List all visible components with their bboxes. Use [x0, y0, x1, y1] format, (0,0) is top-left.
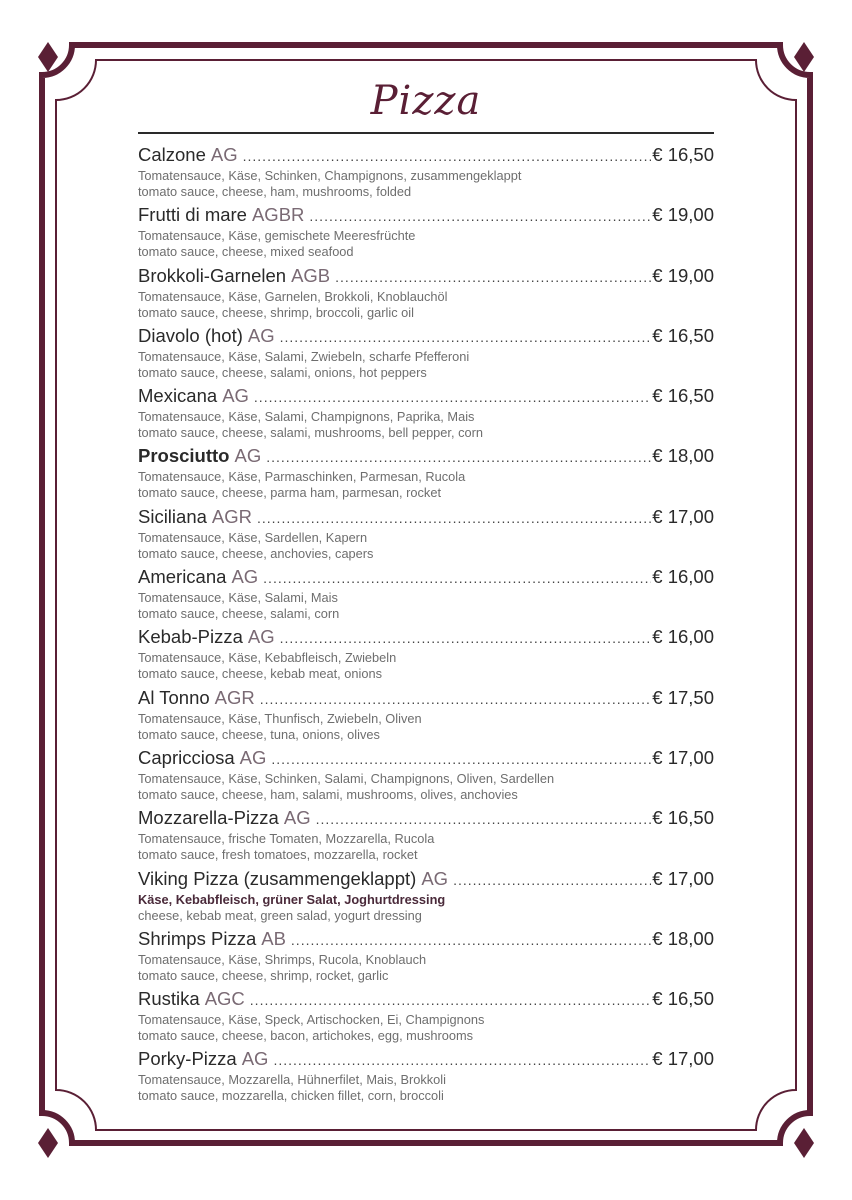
item-name: Shrimps Pizza — [138, 927, 257, 949]
dot-leader — [257, 510, 651, 526]
menu-item — [138, 204, 714, 264]
description-de: Käse, Kebabfleisch, grüner Salat, Joghurtdressing — [138, 891, 446, 907]
description-de: Tomatensauce, Käse, Thunfisch, Zwiebeln, Oliven — [138, 710, 422, 726]
item-name: Diavolo (hot) — [138, 324, 243, 346]
item-price: € 18,00 — [652, 445, 714, 467]
allergen-code: AGC — [204, 988, 245, 1010]
menu-item — [138, 506, 714, 566]
item-price: € 17,00 — [652, 505, 714, 527]
dot-leader — [280, 630, 652, 646]
dot-leader — [260, 691, 652, 707]
item-price: € 17,00 — [652, 1048, 714, 1070]
item-name: Porky-Pizza — [138, 1048, 237, 1070]
item-name: Siciliana — [138, 505, 207, 527]
description-de: Tomatensauce, Käse, Shrimps, Rucola, Knoblauch — [138, 951, 427, 967]
item-name: Mexicana — [138, 385, 218, 407]
description-de: Tomatensauce, frische Tomaten, Mozzarella, Rucola — [138, 831, 435, 847]
menu-item — [138, 807, 714, 867]
menu-item — [138, 385, 714, 445]
dot-leader — [273, 1052, 651, 1068]
item-price: € 19,00 — [652, 204, 714, 226]
item-price: € 18,00 — [652, 927, 714, 949]
diamond-ornament-top-right — [794, 42, 814, 72]
menu-item — [138, 445, 714, 505]
allergen-code: AGR — [214, 686, 255, 708]
item-name: Al Tonno — [138, 686, 210, 708]
description-de: Tomatensauce, Käse, Parmaschinken, Parmesan, Rucola — [138, 469, 466, 485]
item-name: Rustika — [138, 988, 200, 1010]
dot-leader — [280, 329, 652, 345]
menu-item — [138, 1048, 714, 1108]
diamond-ornament-top-left — [38, 42, 58, 72]
dot-leader — [316, 811, 652, 827]
description-en: tomato sauce, cheese, shrimp, broccoli, garlic oil — [138, 304, 414, 320]
menu-item — [138, 928, 714, 988]
description-en: tomato sauce, cheese, salami, onions, hot peppers — [138, 364, 427, 380]
dot-leader — [291, 932, 651, 948]
allergen-code: AG — [247, 324, 275, 346]
menu-list — [138, 144, 714, 1109]
allergen-code: AG — [239, 746, 267, 768]
description-en: tomato sauce, cheese, kebab meat, onions — [138, 666, 383, 682]
allergen-code: AG — [231, 566, 259, 588]
dot-leader — [263, 570, 651, 586]
item-name: Americana — [138, 566, 227, 588]
item-name: Calzone — [138, 144, 206, 165]
menu-item — [138, 265, 714, 325]
item-price: € 16,50 — [652, 144, 714, 165]
item-price: € 17,00 — [652, 746, 714, 768]
allergen-code: AB — [261, 927, 286, 949]
allergen-code: AG — [234, 445, 262, 467]
item-name: Kebab-Pizza — [138, 626, 243, 648]
menu-item — [138, 325, 714, 385]
item-price: € 16,00 — [652, 566, 714, 588]
description-de: Tomatensauce, Käse, Sardellen, Kapern — [138, 529, 368, 545]
item-name: Brokkoli-Garnelen — [138, 264, 287, 286]
description-en: tomato sauce, cheese, ham, mushrooms, folded — [138, 184, 412, 199]
description-de: Tomatensauce, Käse, Salami, Mais — [138, 590, 338, 606]
description-en: tomato sauce, cheese, bacon, artichokes, egg, mushrooms — [138, 1028, 474, 1044]
description-en: tomato sauce, cheese, anchovies, capers — [138, 545, 374, 561]
item-price: € 17,50 — [652, 686, 714, 708]
description-en: tomato sauce, mozzarella, chicken fillet, corn, broccoli — [138, 1088, 444, 1104]
description-en: tomato sauce, cheese, mixed seafood — [138, 244, 354, 260]
menu-item — [138, 626, 714, 686]
description-en: tomato sauce, cheese, shrimp, rocket, garlic — [138, 967, 389, 983]
dot-leader — [243, 148, 652, 164]
item-price: € 17,00 — [652, 867, 714, 889]
item-name: Viking Pizza (zusammengeklappt) — [138, 867, 417, 889]
description-de: Tomatensauce, Käse, Speck, Artischocken, Ei, Champignons — [138, 1012, 485, 1028]
item-price: € 16,00 — [652, 626, 714, 648]
allergen-code: AG — [421, 867, 449, 889]
title-divider — [138, 132, 714, 134]
description-en: tomato sauce, cheese, parma ham, parmesan, rocket — [138, 485, 442, 501]
allergen-code: AG — [210, 144, 238, 165]
description-de: Tomatensauce, Käse, Salami, Zwiebeln, scharfe Pfefferoni — [138, 348, 470, 364]
item-price: € 16,50 — [652, 324, 714, 346]
menu-item — [138, 747, 714, 807]
menu-item — [138, 144, 714, 204]
dot-leader — [309, 208, 651, 224]
menu-item — [138, 687, 714, 747]
description-de: Tomatensauce, Mozzarella, Hühnerfilet, Mais, Brokkoli — [138, 1072, 446, 1088]
dot-leader — [335, 269, 651, 285]
diamond-ornament-bottom-right — [794, 1128, 814, 1158]
dot-leader — [250, 992, 651, 1008]
description-en: tomato sauce, cheese, ham, salami, mushrooms, olives, anchovies — [138, 786, 518, 802]
item-name: Prosciutto — [138, 445, 230, 467]
description-de: Tomatensauce, Käse, Garnelen, Brokkoli, Knoblauchöl — [138, 288, 448, 304]
dot-leader — [453, 872, 651, 888]
dot-leader — [254, 389, 651, 405]
description-de: Tomatensauce, Käse, Schinken, Salami, Champignons, Oliven, Sardellen — [138, 770, 555, 786]
item-name: Capricciosa — [138, 746, 235, 768]
allergen-code: AGBR — [251, 204, 305, 226]
description-en: cheese, kebab meat, green salad, yogurt dressing — [138, 907, 422, 923]
item-price: € 16,50 — [652, 988, 714, 1010]
description-de: Tomatensauce, Käse, Schinken, Champignons, zusammengeklappt — [138, 168, 522, 183]
allergen-code: AG — [241, 1048, 269, 1070]
page-title: Pizza — [370, 78, 482, 124]
allergen-code: AGB — [291, 264, 331, 286]
menu-item — [138, 566, 714, 626]
item-name: Mozzarella-Pizza — [138, 807, 279, 829]
description-en: tomato sauce, cheese, salami, corn — [138, 606, 340, 622]
description-de: Tomatensauce, Käse, Kebabfleisch, Zwiebeln — [138, 650, 397, 666]
description-en: tomato sauce, cheese, tuna, onions, olives — [138, 726, 380, 742]
item-price: € 16,50 — [652, 385, 714, 407]
description-en: tomato sauce, fresh tomatoes, mozzarella, rocket — [138, 847, 418, 863]
allergen-code: AG — [283, 807, 311, 829]
allergen-code: AG — [222, 385, 249, 407]
diamond-ornament-bottom-left — [38, 1128, 58, 1158]
dot-leader — [271, 751, 651, 767]
dot-leader — [266, 449, 651, 465]
allergen-code: AG — [247, 626, 275, 648]
item-price: € 16,50 — [652, 807, 714, 829]
allergen-code: AGR — [211, 505, 252, 527]
item-price: € 19,00 — [652, 264, 714, 286]
item-name: Frutti di mare — [138, 204, 247, 226]
menu-item — [138, 988, 714, 1048]
description-en: tomato sauce, cheese, salami, mushrooms, bell pepper, corn — [138, 425, 483, 441]
description-de: Tomatensauce, Käse, gemischete Meeresfrüchte — [138, 228, 416, 244]
description-de: Tomatensauce, Käse, Salami, Champignons, Paprika, Mais — [138, 409, 475, 425]
menu-item — [138, 868, 714, 928]
